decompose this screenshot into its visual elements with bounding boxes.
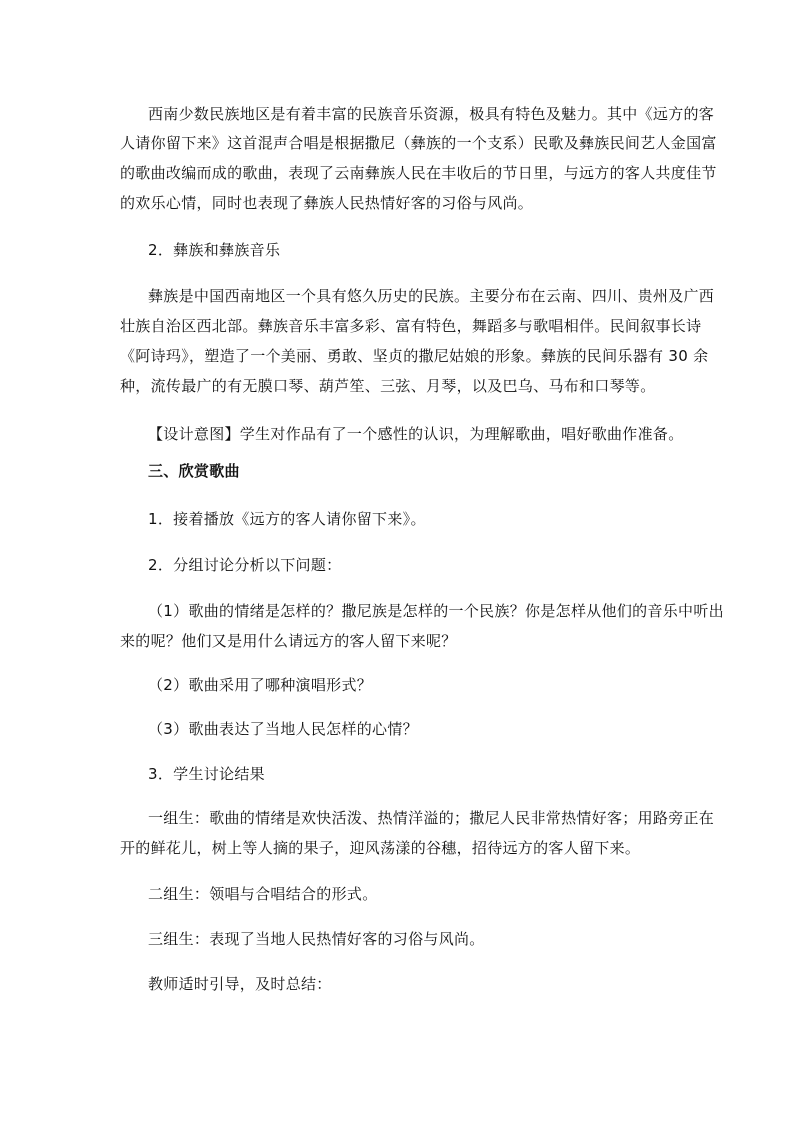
question-line: 来的呢？他们又是用什么请远方的客人留下来呢？: [120, 632, 457, 650]
paragraph-line: 彝族是中国西南地区一个具有悠久历史的民族。主要分布在云南、四川、贵州及广西: [148, 287, 715, 305]
step-one: 1．接着播放《远方的客人请你留下来》。: [148, 510, 426, 528]
step-three: 3．学生讨论结果: [148, 765, 265, 783]
paragraph-line: 的歌曲改编而成的歌曲，表现了云南彝族人民在丰收后的节日里，与远方的客人共度佳节: [120, 164, 717, 182]
result-line: 开的鲜花儿，树上等人摘的果子，迎风荡漾的谷穗，招待远方的客人留下来。: [120, 839, 641, 857]
question-three: （3）歌曲表达了当地人民怎样的心情？: [148, 720, 418, 738]
paragraph-line: 人请你留下来》这首混声合唱是根据撒尼（彝族的一个支系）民歌及彝族民间艺人金国富: [120, 134, 717, 152]
result-line: 一组生：歌曲的情绪是欢快活泼、热情洋溢的；撒尼人民非常热情好客；用路旁正在: [148, 809, 715, 827]
paragraph-line: 壮族自治区西北部。彝族音乐丰富多彩、富有特色，舞蹈多与歌唱相伴。民间叙事长诗: [120, 317, 702, 335]
question-line: （1）歌曲的情绪是怎样的？撒尼族是怎样的一个民族？你是怎样从他们的音乐中听出: [148, 602, 724, 620]
paragraph-line: 种，流传最广的有无膜口琴、葫芦笙、三弦、月琴，以及巴乌、马布和口琴等。: [120, 377, 656, 395]
question-two: （2）歌曲采用了哪种演唱形式？: [148, 676, 373, 694]
design-intent: 【设计意图】学生对作品有了一个感性的认识，为理解歌曲，唱好歌曲作准备。: [148, 425, 684, 443]
teacher-summary: 教师适时引导，及时总结：: [148, 975, 332, 993]
step-two: 2．分组讨论分析以下问题：: [148, 556, 342, 574]
paragraph-line: 的欢乐心情，同时也表现了彝族人民热情好客的习俗与风尚。: [120, 194, 534, 212]
section-heading-appreciate: 三、欣赏歌曲: [148, 462, 240, 480]
group-two-result: 二组生：领唱与合唱结合的形式。: [148, 885, 378, 903]
paragraph-line: 西南少数民族地区是有着丰富的民族音乐资源，极具有特色及魅力。其中《远方的客: [148, 105, 715, 123]
group-three-result: 三组生：表现了当地人民热情好客的习俗与风尚。: [148, 930, 485, 948]
heading-yi-music: 2．彝族和彝族音乐: [148, 241, 281, 259]
paragraph-line: 《阿诗玛》，塑造了一个美丽、勇敢、坚贞的撒尼姑娘的形象。彝族的民间乐器有 30 余: [120, 347, 709, 365]
